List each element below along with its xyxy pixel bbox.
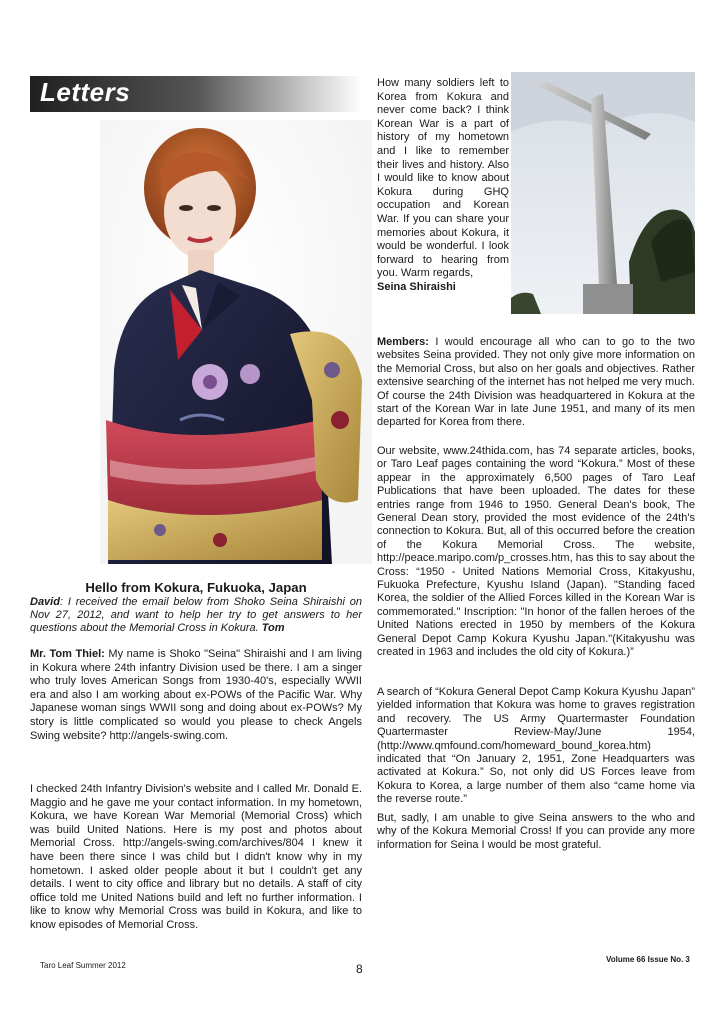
footer-volume: Volume 66 Issue No. 3: [606, 955, 690, 964]
intro-text: : I received the email below from Shoko Seina Shiraishi on Nov 27, 2012, and want to help her try to get answers to her questions about the Memorial Cross in Kokura.: [30, 596, 362, 635]
portrait-illustration: [100, 120, 372, 564]
signature: Seina Shiraishi: [377, 280, 456, 293]
section-banner: [30, 76, 362, 112]
letter-p1-text: My name is Shoko "Seina" Shiraishi and I am living in Kokura where 24th infantry Division used be there. I am a singer who truly loves American Songs from 1930-40's, especially WWII era and also I am working about ex-POWs of the Pacific War. Why Japanese woman sings WWII song and doing about ex-POWs? My story is little complicated so would you please to check Angels Swing website? http://angels-swing.com.: [30, 648, 362, 742]
closing-paragraph: But, sadly, I am unable to give Seina answers to the who and why of the Kokura Memorial Cross! If you can provide any more information for Seina I would be most grateful.: [377, 812, 695, 851]
letter-addressee: Mr. Tom Thiel:: [30, 648, 105, 660]
website-paragraph: Our website, www.24thida.com, has 74 separate articles, books, or Taro Leaf pages containing the word “Kokura.” Most of these appear in the approximately 6,500 pages of Taro Leaf Publications that have been uploaded. The dates for these entries range from 1946 to 1950. General Dean's book, The General Dean story, provided the most evidence of the 24th's connection to Kokura. But, all of this occurred before the creation of the Kokura Memorial Cross. The website, http://peace.maripo.com/p_crosses.htm, has this to say about the Cross: “1950 - United Nations Memorial Cross, Kitakyushu, Fukuoka Prefecture, Kyushu Island (Japan). "Standing faced Korea, the soldier of the Allied Forces killed in the Korean War is commemorated." Inscription: "In honor of the fallen heroes of the United Nations erected in 1950 by members of the Kokura General Depot Camp Kokura Kyushu Japan."(Kitakyushu was created in 1963 and includes the old city of Kokura.)”: [377, 445, 695, 659]
letter-paragraph-1: [30, 648, 362, 743]
members-paragraph: [377, 336, 695, 430]
letter-continued-text: How many soldiers left to Korea from Kokura and never come back? I think Korean War is a part of history of my hometown and I like to remember their lives and history. Also I would like to know about Kokura during GHQ occupation and Korean War. If you can share your memories about Kokura, it would be wonderful. I look forward to hearing from you. Warm regards,: [377, 77, 509, 280]
intro-sign: Tom: [261, 622, 285, 635]
letter-title: Hello from Kokura, Fukuoka, Japan: [85, 580, 307, 595]
letter-continued: [377, 77, 509, 295]
footer-publication: Taro Leaf Summer 2012: [40, 961, 126, 970]
memorial-cross-photo: [511, 72, 695, 314]
section-title: Letters: [40, 77, 131, 107]
intro-name: David: [30, 596, 60, 608]
members-label: Members:: [377, 336, 429, 348]
intro-note: [30, 596, 362, 636]
memorial-cross-illustration: [511, 72, 695, 314]
portrait-photo: [100, 120, 372, 564]
page-number: 8: [356, 962, 363, 976]
members-text: I would encourage all who can to go to the two websites Seina provided. They not only give more information on the Memorial Cross, but also on her goals and objectives. Rather extensive searching of the internet has not helped me very much. Of course the 24th Division was headquartered in Kokura at the start of the Korean War in late June 1951, and many of its men departed for Korea from there.: [377, 336, 695, 429]
search-paragraph: A search of “Kokura General Depot Camp Kokura Kyushu Japan” yielded information that Kokura was home to graves registration and recovery. The US Army Quartermaster Foundation Quartermaster Review-May/June 1954, (http://www.qmfound.com/homeward_bound_korea.htm) indicated that “On January 2, 1951, Zone Headquarters was activated at Kokura.” So, not only did US Forces leave from Kokura to Korea, a large number of them also “came home via the reverse route.”: [377, 686, 695, 806]
letter-paragraph-2: I checked 24th Infantry Division's website and I called Mr. Donald E. Maggio and he gave me your contact information. In my hometown, Kokura, we have Korean War Memorial (Memorial Cross) which was build United Nations. Here is my post and photos about Memorial Cross. http://angels-swing.com/archives/804 I knew it have been there since I was child but I didn't know why in my hometown. I asked older people about it but I couldn't get any details. I went to city office and library but no details. A staff of city office told me United Nations build and left no further information. I like to know why Memorial Cross was build in Kokura, and like to know episodes of Memorial Cross.: [30, 783, 362, 931]
